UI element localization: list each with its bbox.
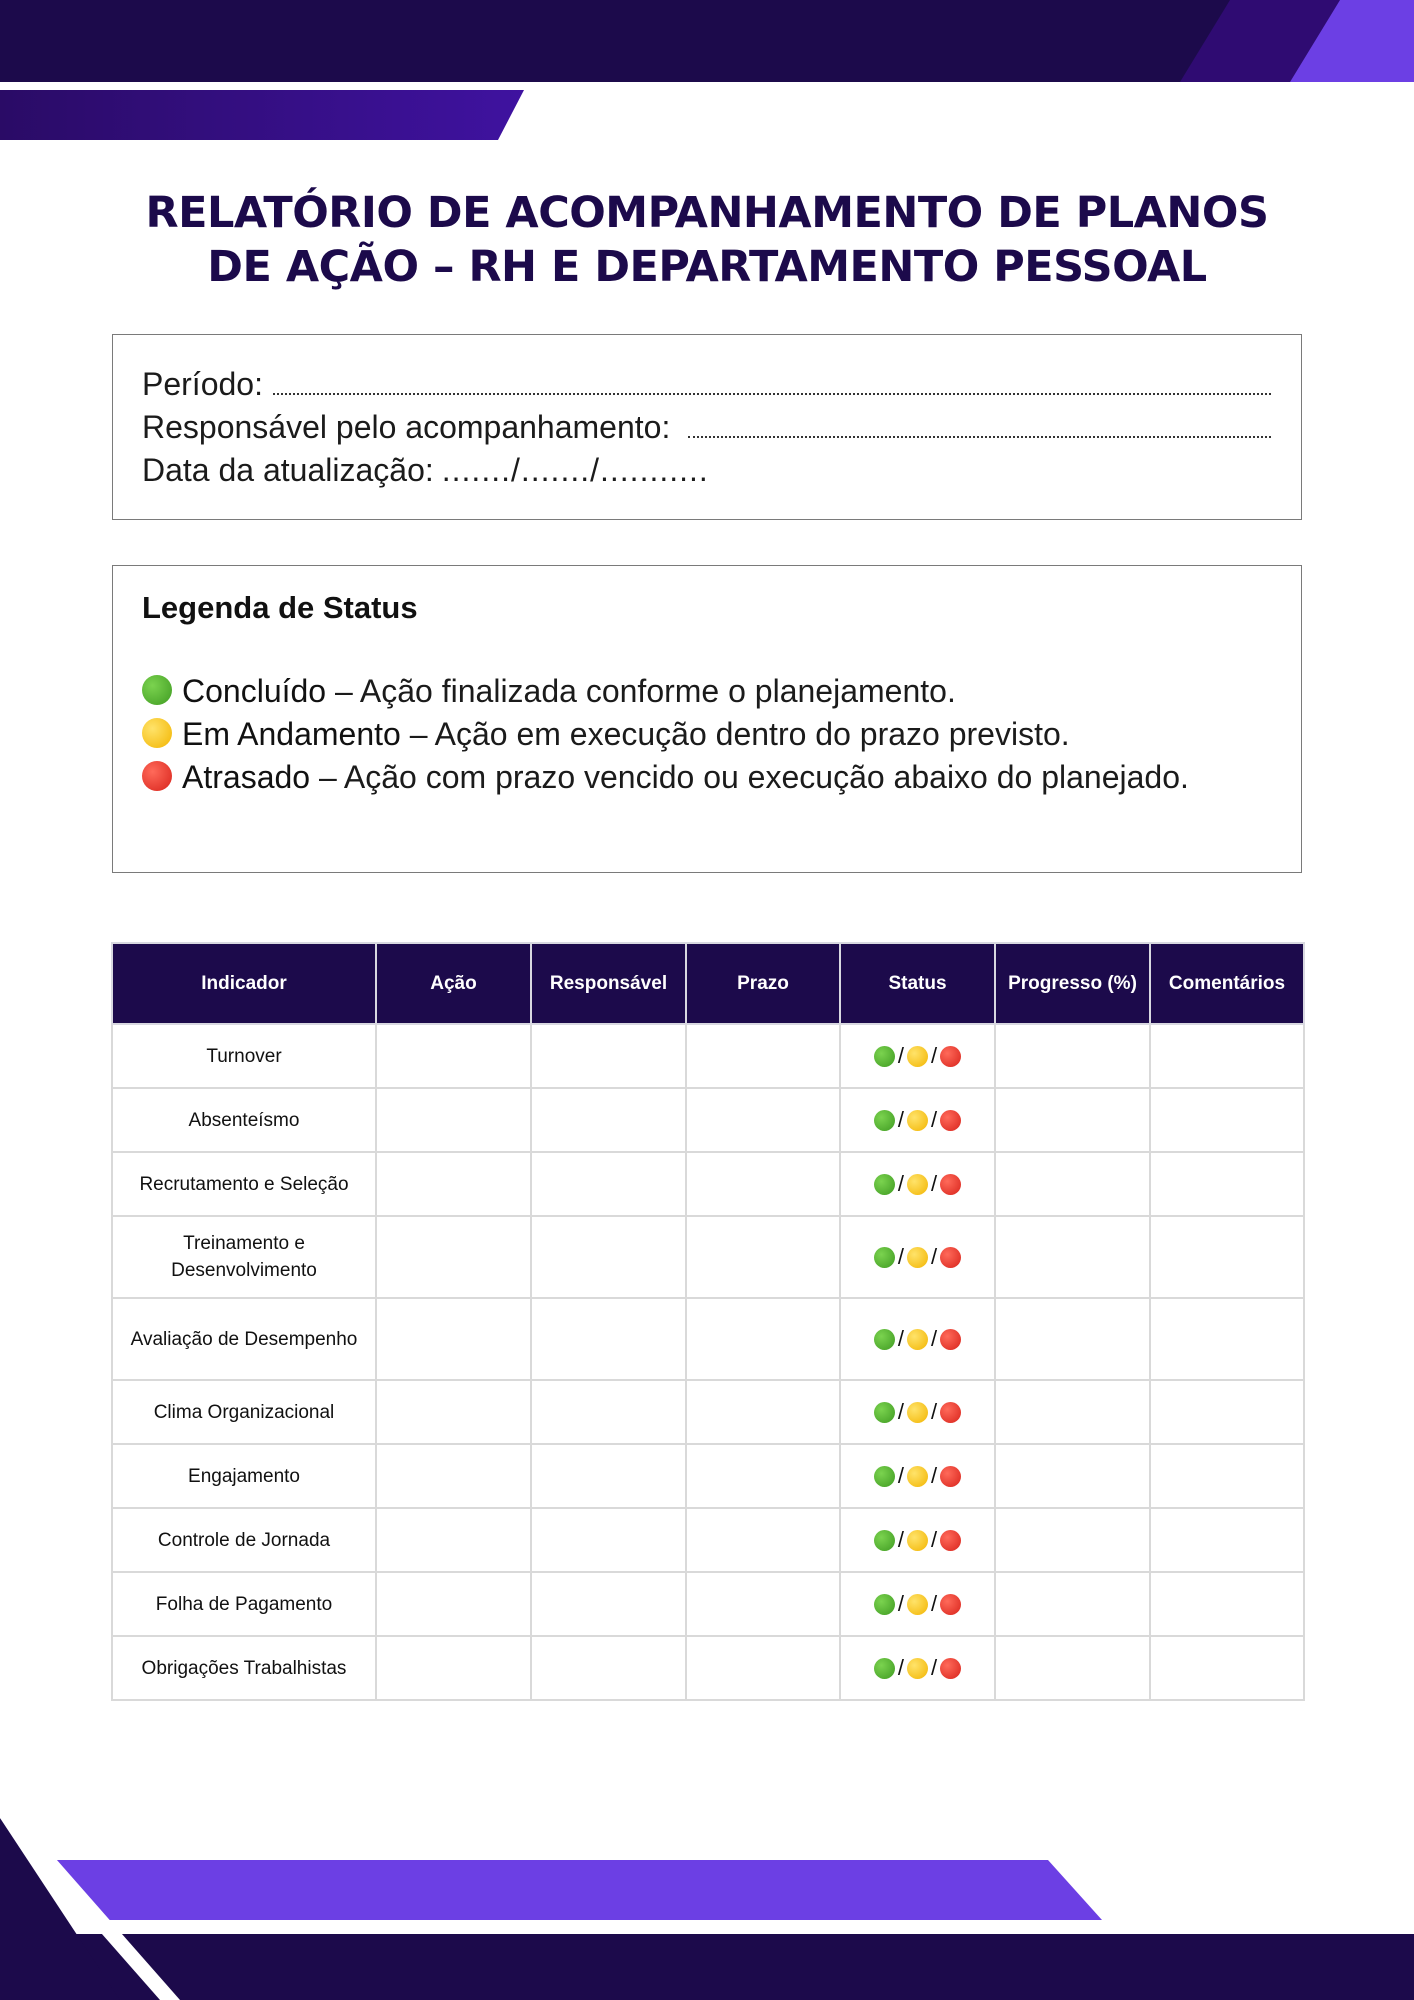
yellow-circle-icon[interactable] xyxy=(907,1466,928,1487)
responsible-cell[interactable] xyxy=(531,1380,686,1444)
responsible-cell[interactable] xyxy=(531,1572,686,1636)
status-legend xyxy=(112,565,1302,873)
status-separator: / xyxy=(897,1398,904,1424)
red-circle-icon xyxy=(142,761,172,791)
progress-cell[interactable] xyxy=(995,1088,1150,1152)
red-circle-icon[interactable] xyxy=(940,1110,961,1131)
deadline-cell[interactable] xyxy=(686,1088,840,1152)
header-indicator: Indicador xyxy=(112,943,376,1024)
status-separator: / xyxy=(897,1462,904,1488)
responsible-cell[interactable] xyxy=(531,1636,686,1700)
header-action: Ação xyxy=(376,943,531,1024)
progress-cell[interactable] xyxy=(995,1298,1150,1380)
responsible-cell[interactable] xyxy=(531,1216,686,1298)
green-circle-icon[interactable] xyxy=(874,1402,895,1423)
action-cell[interactable] xyxy=(376,1088,531,1152)
green-circle-icon xyxy=(142,675,172,705)
status-separator: / xyxy=(931,1042,938,1068)
deadline-cell[interactable] xyxy=(686,1572,840,1636)
responsible-field[interactable] xyxy=(688,416,1271,438)
status-separator: / xyxy=(931,1325,938,1351)
yellow-circle-icon[interactable] xyxy=(907,1402,928,1423)
table-row xyxy=(112,1298,1304,1380)
red-circle-icon[interactable] xyxy=(940,1402,961,1423)
table-body xyxy=(112,1024,1304,1700)
table-row xyxy=(112,1024,1304,1088)
yellow-circle-icon[interactable] xyxy=(907,1329,928,1350)
status-cell[interactable] xyxy=(840,1380,995,1444)
indicator-cell: Controle de Jornada xyxy=(112,1508,376,1572)
yellow-circle-icon[interactable] xyxy=(907,1247,928,1268)
header-progress: Progresso (%) xyxy=(995,943,1150,1024)
status-separator: / xyxy=(897,1526,904,1552)
indicator-cell: Treinamento e Desenvolvimento xyxy=(112,1216,376,1298)
action-cell[interactable] xyxy=(376,1572,531,1636)
status-separator: / xyxy=(931,1106,938,1132)
status-separator: / xyxy=(931,1170,938,1196)
footer-band xyxy=(0,1934,1414,2000)
responsible-cell[interactable] xyxy=(531,1298,686,1380)
indicator-cell: Obrigações Trabalhistas xyxy=(112,1636,376,1700)
progress-cell[interactable] xyxy=(995,1380,1150,1444)
red-circle-icon[interactable] xyxy=(940,1174,961,1195)
red-circle-icon[interactable] xyxy=(940,1466,961,1487)
status-cell[interactable] xyxy=(840,1444,995,1508)
header-comments: Comentários xyxy=(1150,943,1304,1024)
table-row xyxy=(112,1572,1304,1636)
yellow-circle-icon[interactable] xyxy=(907,1046,928,1067)
indicator-cell: Avaliação de Desempenho xyxy=(112,1298,376,1380)
legend-term: Concluído xyxy=(182,673,327,709)
green-circle-icon[interactable] xyxy=(874,1247,895,1268)
responsible-label: Responsável pelo acompanhamento: xyxy=(142,409,671,445)
yellow-circle-icon[interactable] xyxy=(907,1530,928,1551)
comments-cell[interactable] xyxy=(1150,1024,1304,1088)
responsible-cell[interactable] xyxy=(531,1152,686,1216)
status-separator: / xyxy=(931,1462,938,1488)
deadline-cell[interactable] xyxy=(686,1216,840,1298)
status-separator: / xyxy=(897,1590,904,1616)
table-row xyxy=(112,1636,1304,1700)
red-circle-icon[interactable] xyxy=(940,1594,961,1615)
progress-cell[interactable] xyxy=(995,1508,1150,1572)
action-cell[interactable] xyxy=(376,1636,531,1700)
status-separator: / xyxy=(897,1042,904,1068)
progress-cell[interactable] xyxy=(995,1572,1150,1636)
indicator-cell: Engajamento xyxy=(112,1444,376,1508)
page-title xyxy=(80,186,1334,294)
date-field[interactable]: ......./......./........... xyxy=(441,452,709,488)
status-cell[interactable] xyxy=(840,1088,995,1152)
yellow-circle-icon[interactable] xyxy=(907,1174,928,1195)
status-cell[interactable] xyxy=(840,1636,995,1700)
status-separator: / xyxy=(897,1106,904,1132)
action-cell[interactable] xyxy=(376,1024,531,1088)
deadline-cell[interactable] xyxy=(686,1444,840,1508)
period-line xyxy=(142,363,1271,406)
green-circle-icon[interactable] xyxy=(874,1658,895,1679)
green-circle-icon[interactable] xyxy=(874,1466,895,1487)
green-circle-icon[interactable] xyxy=(874,1174,895,1195)
comments-cell[interactable] xyxy=(1150,1508,1304,1572)
indicator-cell: Folha de Pagamento xyxy=(112,1572,376,1636)
green-circle-icon[interactable] xyxy=(874,1046,895,1067)
deadline-cell[interactable] xyxy=(686,1298,840,1380)
responsible-line xyxy=(142,406,1271,449)
red-circle-icon[interactable] xyxy=(940,1247,961,1268)
yellow-circle-icon[interactable] xyxy=(907,1110,928,1131)
red-circle-icon[interactable] xyxy=(940,1530,961,1551)
deadline-cell[interactable] xyxy=(686,1508,840,1572)
period-label: Período: xyxy=(142,366,263,402)
status-separator: / xyxy=(897,1243,904,1269)
legend-title: Legenda de Status xyxy=(142,590,418,625)
legend-term: Em Andamento xyxy=(182,716,401,752)
deadline-cell[interactable] xyxy=(686,1024,840,1088)
indicator-cell: Absenteísmo xyxy=(112,1088,376,1152)
status-separator: / xyxy=(931,1654,938,1680)
action-cell[interactable] xyxy=(376,1152,531,1216)
comments-cell[interactable] xyxy=(1150,1572,1304,1636)
comments-cell[interactable] xyxy=(1150,1444,1304,1508)
deadline-cell[interactable] xyxy=(686,1636,840,1700)
deadline-cell[interactable] xyxy=(686,1380,840,1444)
action-plan-table xyxy=(111,942,1305,1701)
action-cell[interactable] xyxy=(376,1216,531,1298)
indicator-cell: Recrutamento e Seleção xyxy=(112,1152,376,1216)
legend-description: – Ação finalizada conforme o planejamento. xyxy=(326,673,956,709)
status-cell[interactable] xyxy=(840,1508,995,1572)
green-circle-icon[interactable] xyxy=(874,1329,895,1350)
status-cell[interactable] xyxy=(840,1024,995,1088)
responsible-cell[interactable] xyxy=(531,1024,686,1088)
status-separator: / xyxy=(897,1654,904,1680)
comments-cell[interactable] xyxy=(1150,1216,1304,1298)
header-status: Status xyxy=(840,943,995,1024)
status-separator: / xyxy=(897,1325,904,1351)
table-header-row xyxy=(112,943,1304,1024)
header-deadline: Prazo xyxy=(686,943,840,1024)
date-label: Data da atualização: xyxy=(142,452,434,488)
red-circle-icon[interactable] xyxy=(940,1329,961,1350)
progress-cell[interactable] xyxy=(995,1152,1150,1216)
green-circle-icon[interactable] xyxy=(874,1594,895,1615)
status-cell[interactable] xyxy=(840,1572,995,1636)
comments-cell[interactable] xyxy=(1150,1380,1304,1444)
yellow-circle-icon[interactable] xyxy=(907,1658,928,1679)
responsible-cell[interactable] xyxy=(531,1508,686,1572)
indicator-cell: Turnover xyxy=(112,1024,376,1088)
legend-description: – Ação em execução dentro do prazo previsto. xyxy=(400,716,1070,752)
status-cell[interactable] xyxy=(840,1216,995,1298)
header-responsible: Responsável xyxy=(531,943,686,1024)
table-row xyxy=(112,1444,1304,1508)
comments-cell[interactable] xyxy=(1150,1298,1304,1380)
status-separator: / xyxy=(931,1398,938,1424)
progress-cell[interactable] xyxy=(995,1216,1150,1298)
table-row xyxy=(112,1152,1304,1216)
red-circle-icon[interactable] xyxy=(940,1046,961,1067)
status-separator: / xyxy=(931,1243,938,1269)
indicator-cell: Clima Organizacional xyxy=(112,1380,376,1444)
legend-description: – Ação com prazo vencido ou execução abaixo do planejado. xyxy=(310,759,1189,795)
green-circle-icon[interactable] xyxy=(874,1110,895,1131)
progress-cell[interactable] xyxy=(995,1636,1150,1700)
legend-item-atrasado xyxy=(142,756,1271,799)
status-separator: / xyxy=(931,1590,938,1616)
date-line xyxy=(142,449,1271,492)
table-row xyxy=(112,1508,1304,1572)
action-cell[interactable] xyxy=(376,1380,531,1444)
info-box xyxy=(112,334,1302,520)
progress-cell[interactable] xyxy=(995,1024,1150,1088)
deadline-cell[interactable] xyxy=(686,1152,840,1216)
table-row xyxy=(112,1380,1304,1444)
responsible-cell[interactable] xyxy=(531,1088,686,1152)
yellow-circle-icon xyxy=(142,718,172,748)
legend-item-em-andamento xyxy=(142,713,1271,756)
status-cell[interactable] xyxy=(840,1298,995,1380)
status-separator: / xyxy=(931,1526,938,1552)
legend-item-concluido xyxy=(142,670,1271,713)
green-circle-icon[interactable] xyxy=(874,1530,895,1551)
progress-cell[interactable] xyxy=(995,1444,1150,1508)
period-field[interactable] xyxy=(273,373,1271,395)
yellow-circle-icon[interactable] xyxy=(907,1594,928,1615)
legend-term: Atrasado xyxy=(182,759,311,795)
status-separator: / xyxy=(897,1170,904,1196)
red-circle-icon[interactable] xyxy=(940,1658,961,1679)
comments-cell[interactable] xyxy=(1150,1152,1304,1216)
title-line-2: DE AÇÃO – RH E DEPARTAMENTO PESSOAL xyxy=(207,242,1207,292)
table-row xyxy=(112,1088,1304,1152)
title-line-1: RELATÓRIO DE ACOMPANHAMENTO DE PLANOS xyxy=(145,188,1269,238)
status-cell[interactable] xyxy=(840,1152,995,1216)
footer-stripe xyxy=(52,1860,1102,1920)
header-stripe xyxy=(0,90,524,140)
comments-cell[interactable] xyxy=(1150,1636,1304,1700)
responsible-cell[interactable] xyxy=(531,1444,686,1508)
table-row xyxy=(112,1216,1304,1298)
action-cell[interactable] xyxy=(376,1298,531,1380)
action-cell[interactable] xyxy=(376,1508,531,1572)
action-cell[interactable] xyxy=(376,1444,531,1508)
comments-cell[interactable] xyxy=(1150,1088,1304,1152)
